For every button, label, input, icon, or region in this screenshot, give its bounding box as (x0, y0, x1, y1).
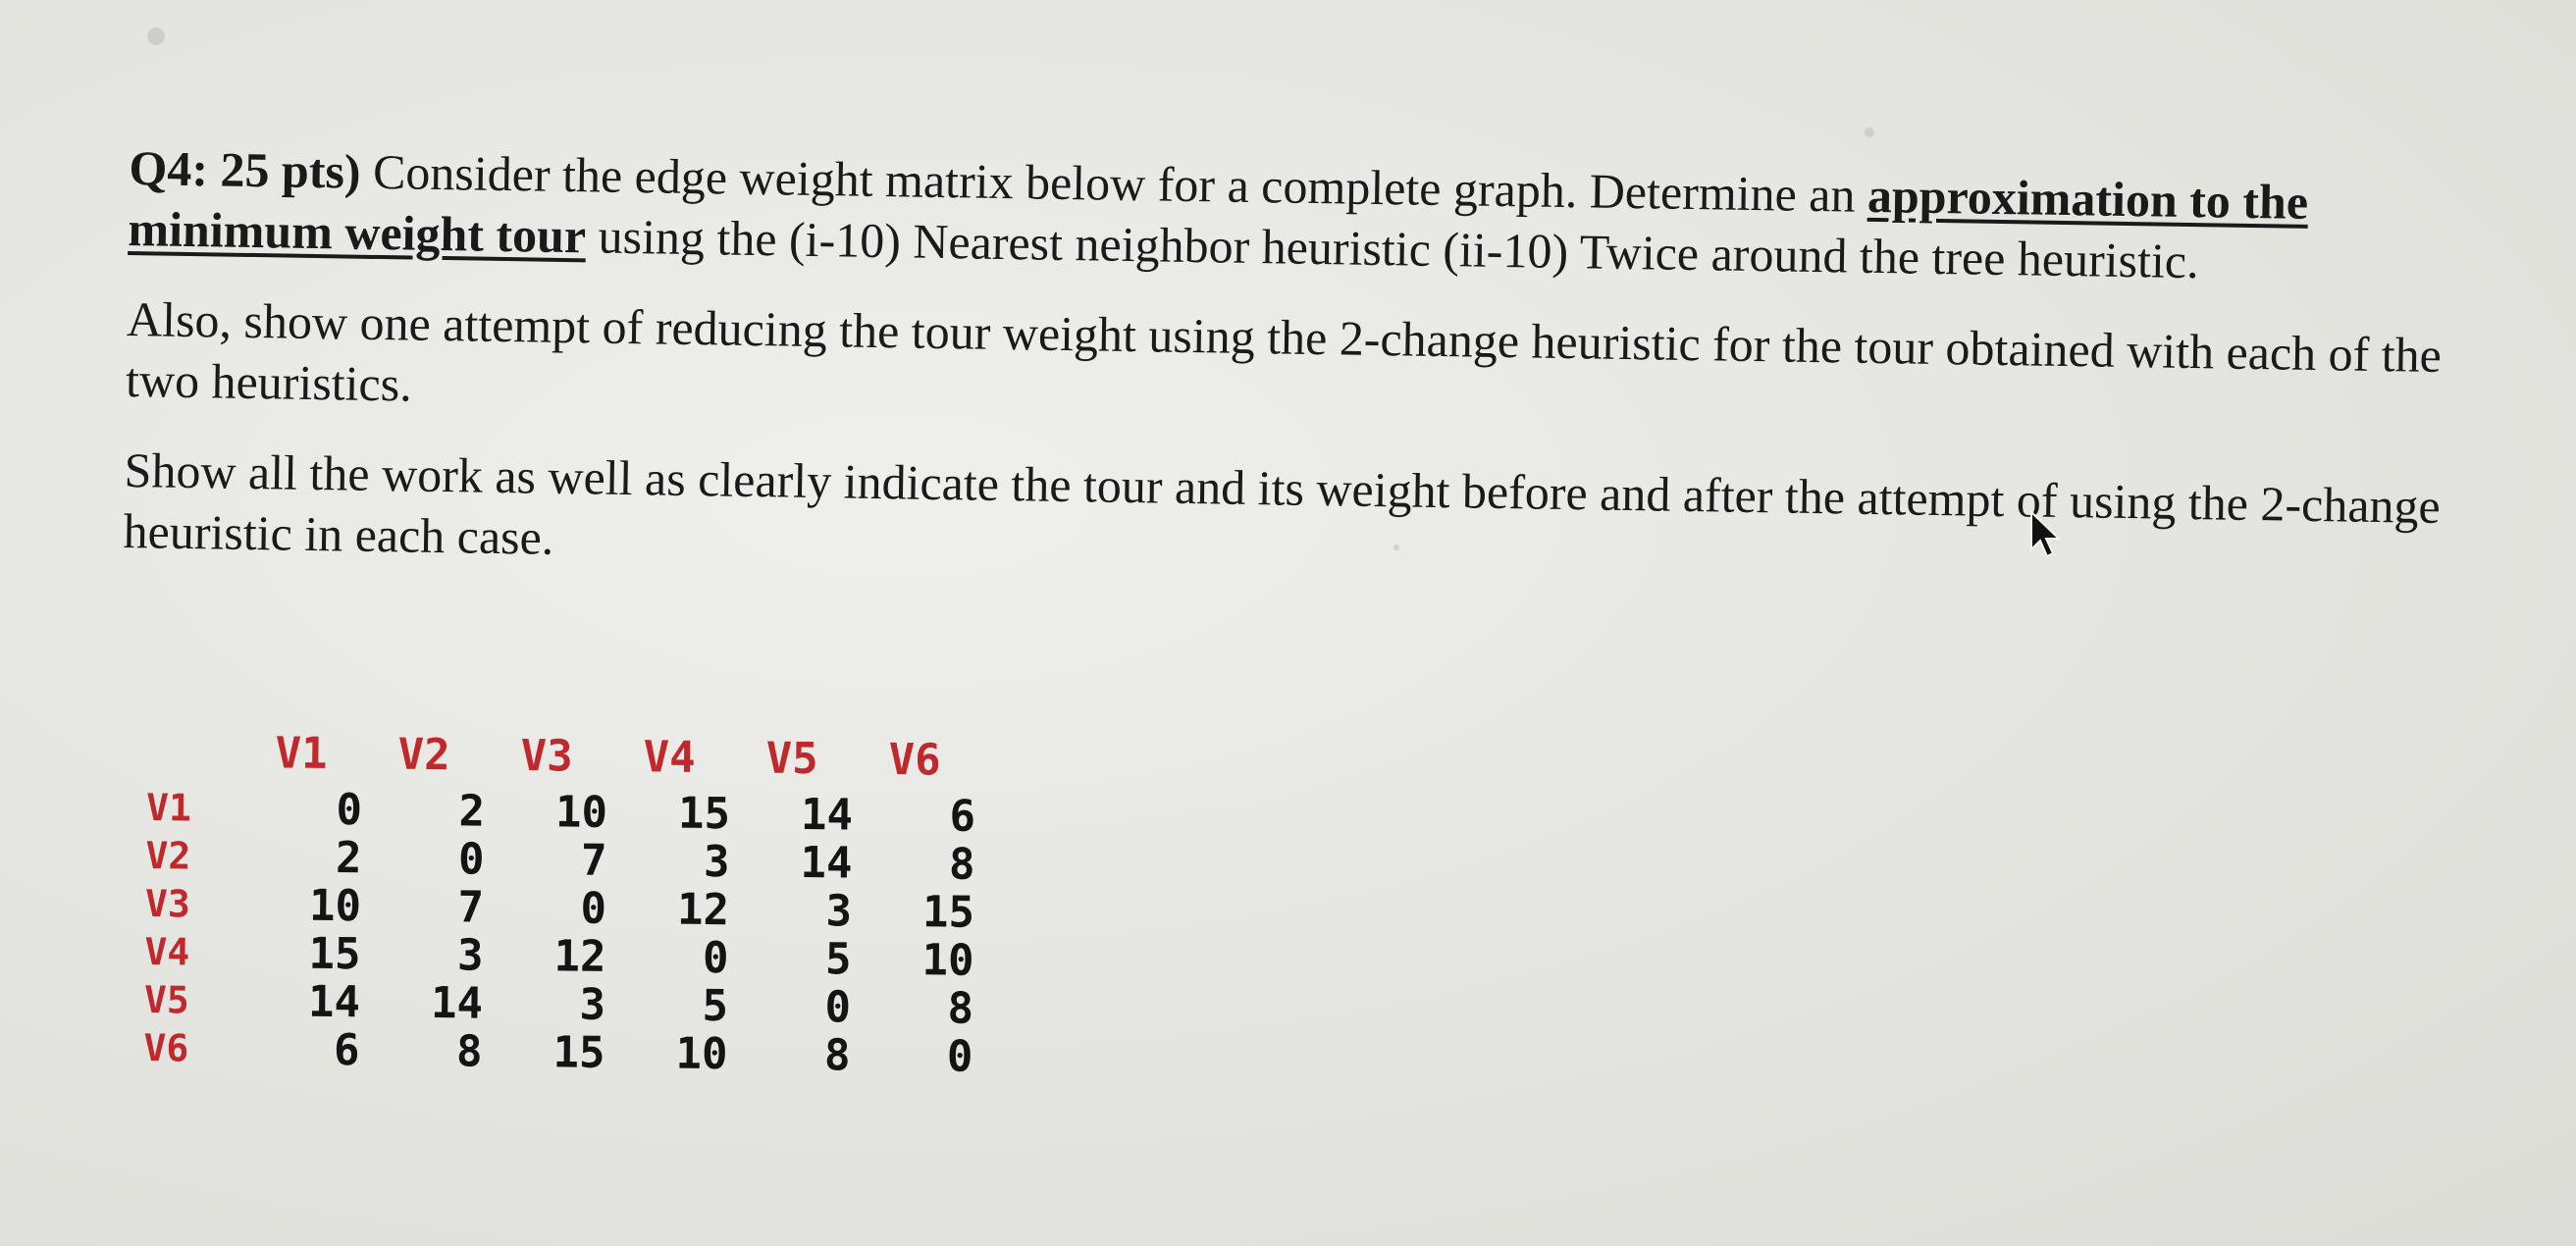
matrix-cell: 3 (703, 836, 730, 888)
question-block (123, 137, 2504, 628)
matrix-cell: 7 (580, 835, 607, 886)
matrix-row (144, 928, 973, 985)
matrix-col-header: V3 (520, 730, 573, 782)
matrix-col-header: V5 (765, 733, 818, 785)
matrix-cell: 6 (949, 791, 976, 842)
matrix-cell: 8 (823, 1030, 851, 1081)
matrix-row-label: V5 (143, 977, 190, 1022)
paper-speck (1865, 128, 1874, 137)
matrix-cell: 0 (580, 883, 607, 934)
matrix-row-label: V4 (144, 929, 190, 974)
mouse-pointer-icon (2029, 510, 2063, 564)
matrix-cell: 5 (702, 980, 729, 1032)
matrix-cell: 8 (455, 1026, 483, 1077)
matrix-col-header: V1 (275, 728, 328, 779)
matrix-cell: 0 (702, 932, 729, 984)
question-label: Q4: 25 pts) (129, 139, 362, 199)
matrix-cell: 14 (800, 837, 853, 889)
matrix-col-header: V2 (397, 729, 450, 781)
matrix-cell: 15 (552, 1027, 605, 1078)
matrix-cell: 3 (456, 930, 484, 981)
matrix-cell: 12 (553, 931, 606, 982)
matrix-cell: 14 (307, 976, 361, 1028)
paper-speck (147, 27, 165, 45)
matrix-cell: 3 (825, 886, 853, 937)
matrix-cell: 10 (675, 1028, 728, 1080)
question-emphasis: approximation to the minimum weight tour (128, 167, 2309, 264)
matrix-cell: 15 (677, 788, 731, 840)
matrix-cell: 10 (308, 880, 362, 932)
matrix-cell: 8 (947, 983, 974, 1034)
matrix-col-header: V6 (888, 734, 941, 786)
matrix-cell: 10 (921, 935, 974, 986)
question-paragraph-1 (128, 137, 2504, 296)
matrix-row-label: V2 (145, 833, 191, 878)
matrix-cell: 7 (457, 882, 485, 933)
matrix-cell: 6 (333, 1025, 360, 1076)
matrix-row-label: V3 (144, 881, 191, 926)
matrix-cell: 2 (335, 833, 362, 884)
matrix-cell: 15 (921, 887, 975, 938)
edge-weight-matrix (143, 721, 976, 1081)
matrix-col-header: V4 (643, 732, 696, 783)
matrix-row (144, 976, 973, 1033)
question-text-b: using the (i-10) Nearest neighbor heuristic (ii-10) Twice around the tree heuristic. (585, 208, 2200, 289)
question-paragraph-2: Also, show one attempt of reducing the tour weight using the 2-change heuristic for the tour obtained with each of the two heuristics. (125, 290, 2443, 412)
matrix-row (143, 1024, 973, 1081)
question-paragraph-3: Show all the work as well as clearly indicate the tour and its weight before and after the attempt of using the 2-change heuristic in each case. (123, 441, 2442, 565)
matrix-cell: 14 (800, 789, 854, 841)
matrix-cell: 0 (336, 785, 363, 836)
matrix-cell: 12 (676, 884, 730, 936)
matrix-cell: 10 (554, 787, 608, 838)
matrix-cell: 2 (458, 786, 486, 837)
matrix-row (145, 880, 974, 937)
matrix-row (146, 784, 975, 841)
matrix-header-row (146, 721, 976, 793)
matrix-row-label: V1 (145, 785, 192, 830)
matrix-cell: 5 (824, 934, 852, 985)
matrix-cell: 0 (946, 1031, 973, 1082)
question-text-a: Consider the edge weight matrix below for a complete graph. Determine an (360, 143, 1868, 223)
matrix-row-label: V6 (143, 1025, 189, 1070)
matrix-row (145, 832, 974, 889)
matrix-corner (146, 721, 240, 785)
matrix-cell: 14 (430, 978, 484, 1029)
matrix-cell: 0 (457, 834, 485, 885)
paper-speck (1393, 545, 1399, 550)
matrix-cell: 8 (948, 839, 975, 890)
matrix-cell: 0 (824, 982, 852, 1033)
matrix-cell: 15 (308, 928, 361, 980)
matrix-cell: 3 (579, 979, 606, 1030)
